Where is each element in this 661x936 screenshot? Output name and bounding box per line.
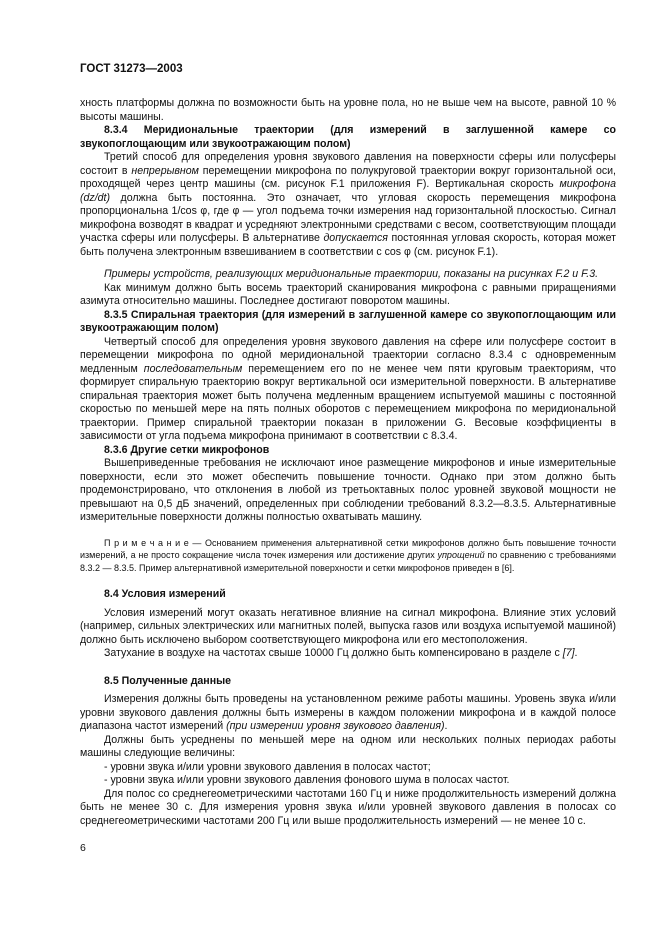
section-heading-8-5: 8.5 Полученные данные xyxy=(104,674,232,687)
document-body xyxy=(80,97,616,828)
paragraph: Вышеприведенные требования не исключают иное размещение микрофонов и иные измерительные поверхности, если это может обеспечить повышение точности. Однако при этом должно быть продемонстрировано, что отклонения в любой из третьоктавных полос уровней звуковой мощности не превышают на 0,5 дБ значений, определенных при соблюдении требований 8.3.2—8.3.5. Альтернативные измерительные поверхности должны полностью охватывать машину. xyxy=(80,457,616,523)
list-item: - уровни звука и/или уровни звукового давления фонового шума в полосах частот. xyxy=(104,774,510,786)
paragraph: Измерения должны быть проведены на установленном режиме работы машины. Уровень звука и/или уровни звукового давления должны быть измерены в каждом положении микрофона и в каждой полосе диапазона частот измерений (при измерении уровня звукового давления). xyxy=(80,693,616,732)
paragraph: Как минимум должно быть восемь траекторий сканирования микрофона с равными приращениями азимута относительно машины. Последнее достигают поворотом машины. xyxy=(80,281,616,307)
section-heading-8-3-4: 8.3.4 Меридиональные траектории (для измерений в заглушенной камере со звукопоглощающим или звукоотражающим полом) xyxy=(80,124,616,150)
list-item: - уровни звука и/или уровни звукового давления в полосах частот; xyxy=(104,760,431,773)
paragraph: Затухание в воздухе на частотах свыше 10000 Гц должно быть компенсировано в разделе с [7]. xyxy=(104,647,578,659)
paragraph-examples: Примеры устройств, реализующих меридиональные траектории, показаны на рисунках F.2 и F.3. xyxy=(104,268,599,280)
note-label: П р и м е ч а н и е — xyxy=(104,537,202,548)
section-heading-8-3-5: 8.3.5 Спиральная траектория (для измерений в заглушенной камере со звукопоглощающим или звукоотражающим полом) xyxy=(80,308,616,334)
paragraph: Четвертый способ для определения уровня звукового давления на сфере или полусфере состоит в перемещении микрофона по одной меридиональной траектории согласно 8.3.4 с одновременным медленным последовательным перемещением его по не менее чем пяти круговым траекториям, что формирует спиральную траекторию вокруг вертикальной оси измерительной поверхности. В альтернативе спиральная траектория может быть получена медленным вращением испытуемой машины с постоянной скоростью по меньшей мере на пять полных оборотов с перемещением микрофона по меридиональной траектории. Пример спиральной траектории показан в приложении G. Весовые коэффициенты в зависимости от угла подъема микрофона принимают в соответствии с 8.3.4. xyxy=(80,335,616,442)
document-header: ГОСТ 31273—2003 xyxy=(80,63,183,75)
page-number: 6 xyxy=(80,842,86,854)
note: П р и м е ч а н и е — Основанием применения альтернативной сетки микрофонов должно быть повышение точности измерений, а не просто сокращение числа точек измерения или достижение других упрощений по сравнению с требованиями 8.3.2 — 8.3.5. Пример альтернативной измерительной поверхности и сетки микрофонов приведен в [6]. xyxy=(80,537,617,573)
paragraph: Для полос со среднегеометрическими частотами 160 Гц и ниже продолжительность измерений должна быть не менее 30 с. Для измерения уровня звука и/или уровней звукового давления в полосах со среднегеометрическими частотами 200 Гц или выше продолжительность измерений — не менее 10 с. xyxy=(80,787,616,827)
paragraph: хность платформы должна по возможности быть на уровне пола, но не выше чем на высоте, равной 10 % высоты машины. xyxy=(80,97,616,123)
paragraph: Третий способ для определения уровня звукового давления на поверхности сферы или полусферы состоит в непрерывном перемещении микрофона по полукруговой траектории вокруг горизонтальной оси, проходящей через центр машины (см. рисунок F.1 приложения F). Вертикальная скорость микрофона (dz/dt) должна быть постоянна. Это означает, что угловая скорость перемещения микрофона пропорциональна 1/cos φ, где φ — угол подъема точки измерения над горизонтальной плоскостью. Сигнал микрофона возводят в квадрат и усредняют электронными средствами с весом, соответствующим площади участка сферы или полусферы. В альтернативе допускается постоянная угловая скорость, которая может быть получена электронным взвешиванием в соответствии с cos φ (см. рисунок F.1). xyxy=(80,151,617,258)
section-heading-8-4: 8.4 Условия измерений xyxy=(104,588,226,600)
paragraph: Должны быть усреднены по меньшей мере на одном или нескольких полных периодах работы машины следующие величины: xyxy=(80,733,616,759)
paragraph: Условия измерений могут оказать негативное влияние на сигнал микрофона. Влияние этих условий (например, сильных электрических или магнитных полей, выпуска газов или воздуха испытуемой машиной) должно быть исключено выбором соответствующего микрофона или его местоположения. xyxy=(80,606,616,646)
section-heading-8-3-6: 8.3.6 Другие сетки микрофонов xyxy=(104,443,270,456)
